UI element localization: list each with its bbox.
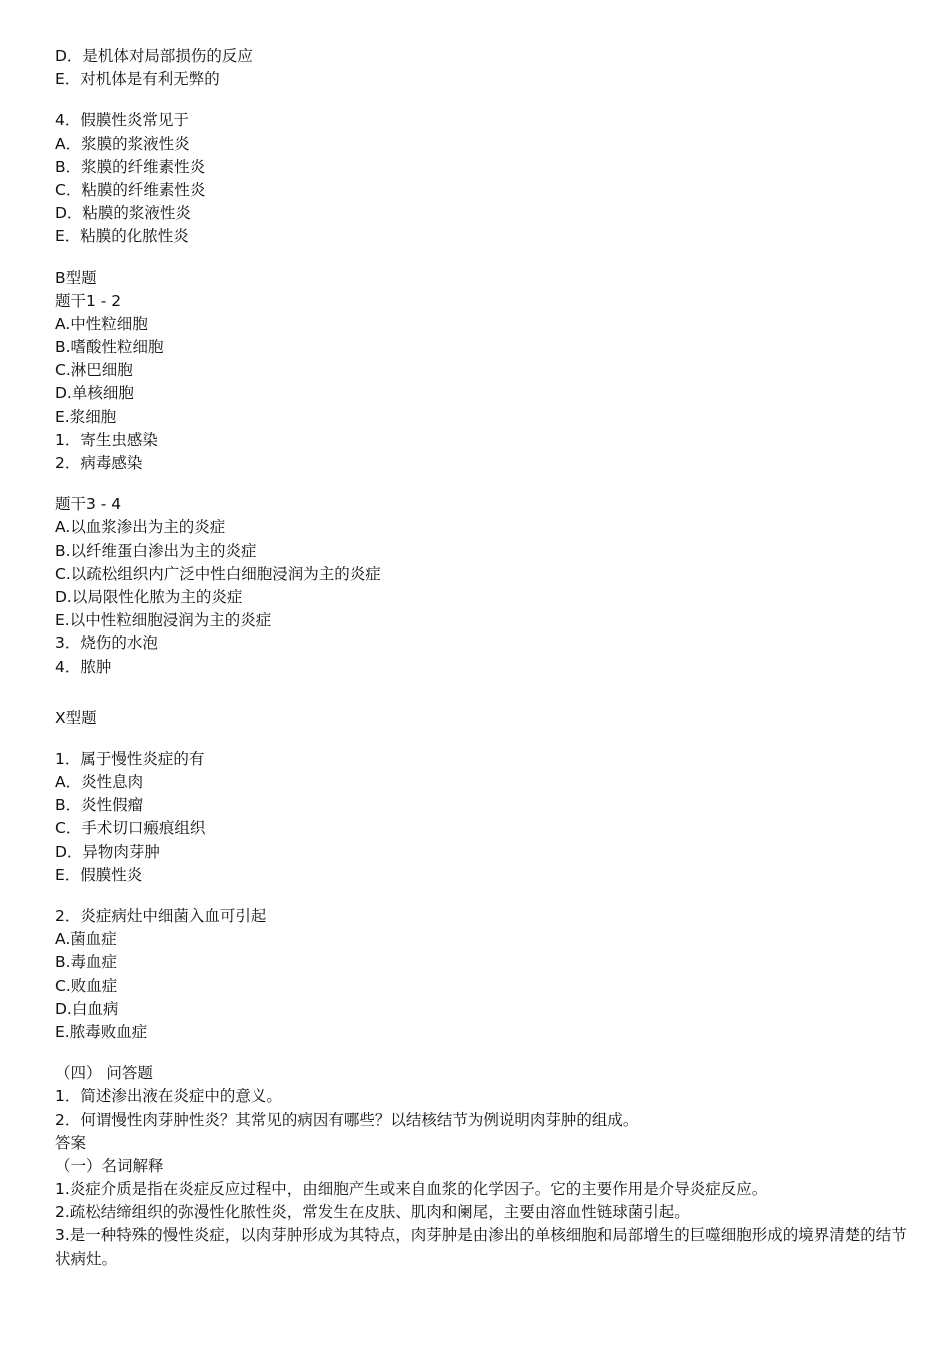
option: A.以血浆渗出为主的炎症 xyxy=(55,518,226,537)
section-title: （四） 问答题 xyxy=(55,1064,153,1083)
qa-section xyxy=(55,1062,915,1132)
option: C.以疏松组织内广泛中性白细胞浸润为主的炎症 xyxy=(55,564,381,583)
answer-item: 1.炎症介质是指在炎症反应过程中，由细胞产生或来自血浆的化学因子。它的主要作用是介导炎症反应。 xyxy=(55,1180,768,1199)
question: 3．烧伤的水泡 xyxy=(55,634,158,653)
q3-options xyxy=(55,45,915,91)
option: D．是机体对局部损伤的反应 xyxy=(55,47,253,65)
option: E．对机体是有利无弊的 xyxy=(55,70,220,89)
option: B.毒血症 xyxy=(55,953,118,972)
question: 4．脓肿 xyxy=(55,657,112,676)
answer-item: 2.疏松结缔组织的弥漫性化脓性炎，常发生在皮肤、肌肉和阑尾，主要由溶血性链球菌引起。 xyxy=(55,1203,690,1222)
question: 2．何谓慢性肉芽肿性炎？其常见的病因有哪些？以结核结节为例说明肉芽肿的组成。 xyxy=(55,1110,639,1129)
question: 2．病毒感染 xyxy=(55,454,143,472)
option: D.白血病 xyxy=(55,999,119,1018)
group-stem: 题干1 - 2 xyxy=(55,291,122,310)
answer-item: 3.是一种特殊的慢性炎症，以肉芽肿形成为其特点，肉芽肿是由渗出的单核细胞和局部增生的巨噬细胞形成的境界清楚的结节状病灶。 xyxy=(55,1226,907,1268)
question-4 xyxy=(55,109,915,248)
answers-subtitle: （一）名词解释 xyxy=(55,1156,164,1175)
question: 1．简述渗出液在炎症中的意义。 xyxy=(55,1087,282,1106)
section-title: B型题 xyxy=(55,268,97,287)
question: 1．寄生虫感染 xyxy=(55,430,158,449)
answers-section xyxy=(55,1132,915,1271)
option: D．异物肉芽肿 xyxy=(55,842,160,861)
answers-title: 答案 xyxy=(55,1133,87,1152)
option: C．手术切口瘢痕组织 xyxy=(55,819,206,838)
question-stem: 1．属于慢性炎症的有 xyxy=(55,749,205,768)
option: A．炎性息肉 xyxy=(55,773,144,792)
b-section xyxy=(55,267,915,679)
option: E.脓毒败血症 xyxy=(55,1022,148,1041)
x-section xyxy=(55,707,915,1044)
option: B.以纤维蛋白渗出为主的炎症 xyxy=(55,541,257,560)
option: A.菌血症 xyxy=(55,930,117,949)
option: E．粘膜的化脓性炎 xyxy=(55,227,189,246)
document-page xyxy=(55,45,915,1271)
option: B.嗜酸性粒细胞 xyxy=(55,338,164,357)
question-stem: 2．炎症病灶中细菌入血可引起 xyxy=(55,907,267,925)
option: B．浆膜的纤维素性炎 xyxy=(55,157,206,176)
option: B．炎性假瘤 xyxy=(55,796,144,815)
option: E.以中性粒细胞浸润为主的炎症 xyxy=(55,611,272,630)
option: D．粘膜的浆液性炎 xyxy=(55,204,191,223)
section-title: X型题 xyxy=(55,708,97,727)
option: C．粘膜的纤维素性炎 xyxy=(55,180,206,199)
option: D.单核细胞 xyxy=(55,384,134,403)
option: E．假膜性炎 xyxy=(55,865,143,884)
option: A.中性粒细胞 xyxy=(55,314,148,333)
option: A．浆膜的浆液性炎 xyxy=(55,134,190,153)
question-stem: 4．假膜性炎常见于 xyxy=(55,111,189,130)
option: C.淋巴细胞 xyxy=(55,361,133,380)
group-stem: 题干3 - 4 xyxy=(55,495,122,514)
option: C.败血症 xyxy=(55,976,118,995)
option: D.以局限性化脓为主的炎症 xyxy=(55,587,243,606)
option: E.浆细胞 xyxy=(55,407,117,426)
